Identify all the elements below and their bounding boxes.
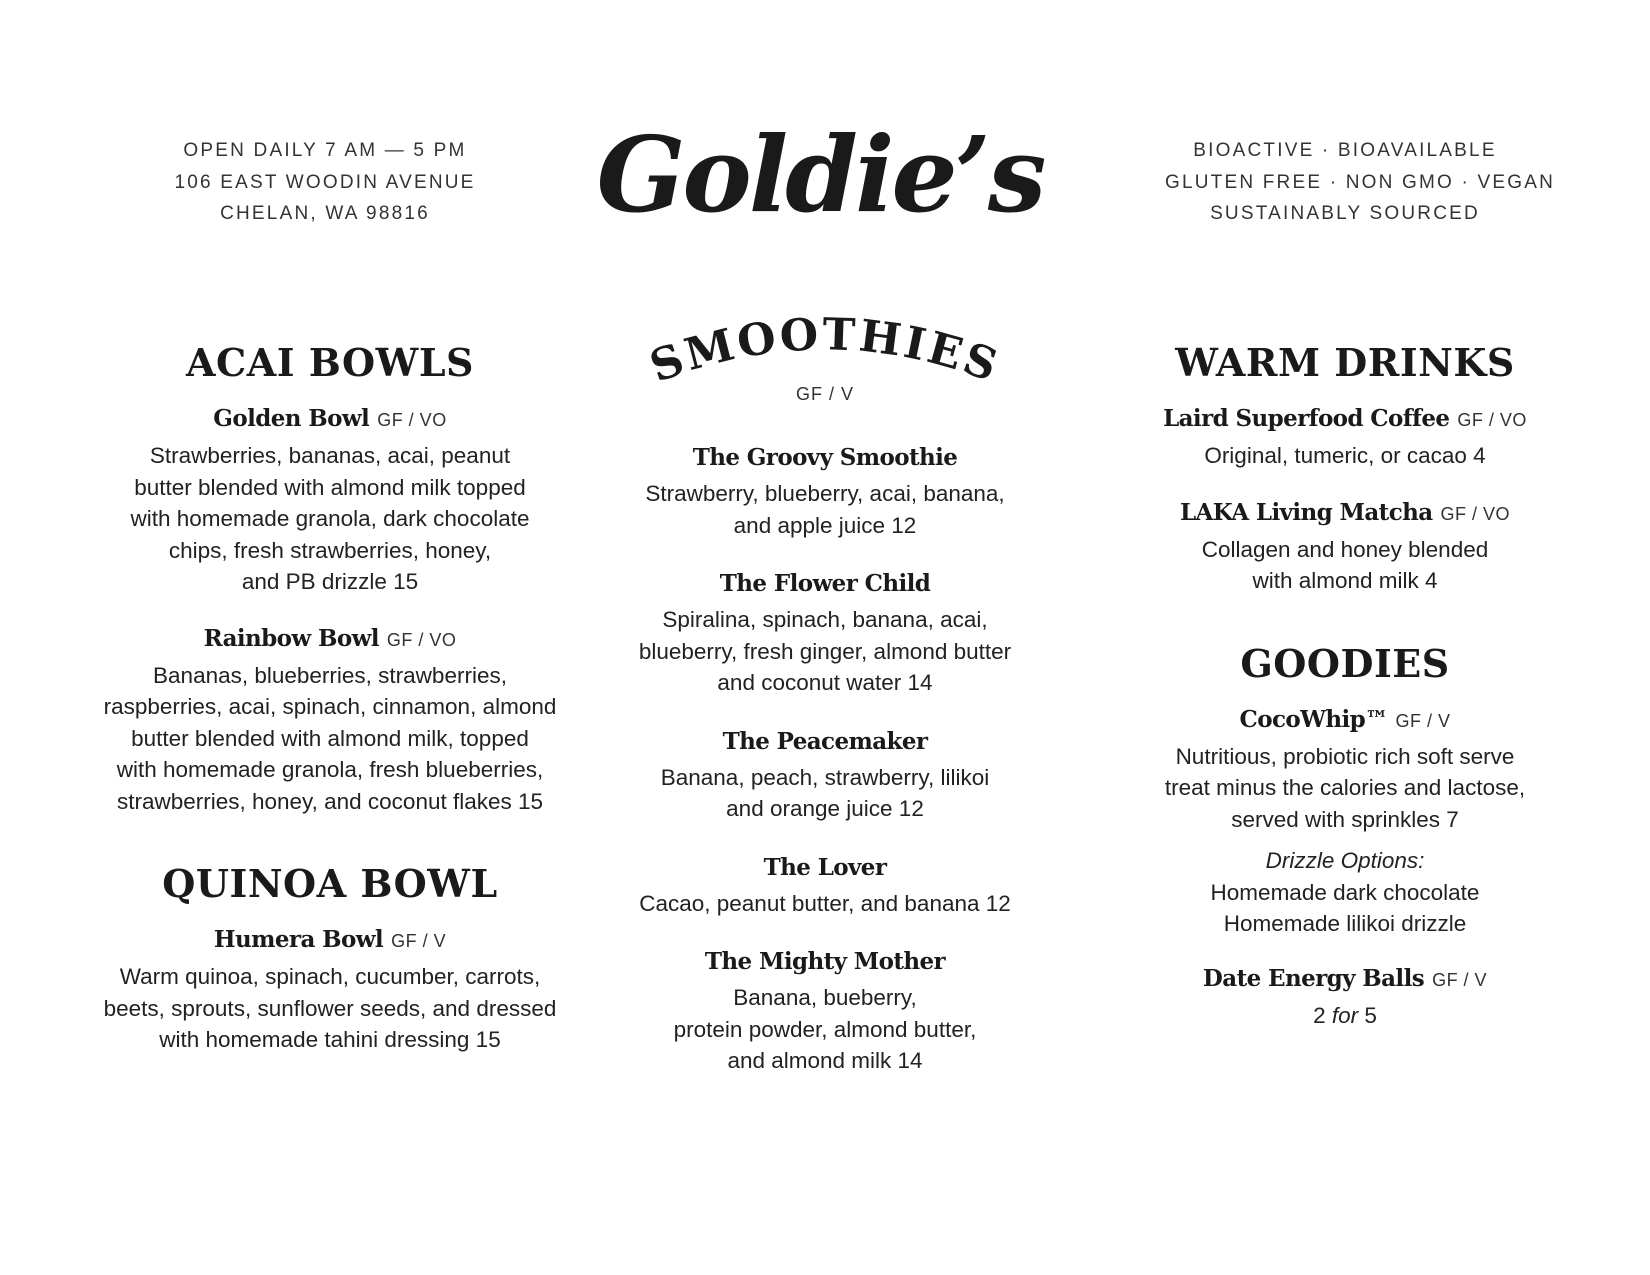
item-description bbox=[75, 961, 585, 1056]
diet-tag: GF / V bbox=[1432, 969, 1488, 990]
item-name: The Mighty Mother bbox=[704, 948, 946, 975]
desc-line: Bananas, blueberries, strawberries, bbox=[153, 662, 507, 688]
diet-tag: GF / VO bbox=[1457, 410, 1527, 430]
desc-line: butter blended with almond milk, topped bbox=[131, 725, 529, 751]
desc-line: with homemade granola, fresh blueberries, bbox=[116, 757, 544, 782]
drizzle-options bbox=[1090, 845, 1600, 940]
desc-line: treat minus the calories and lactose, bbox=[1164, 775, 1526, 800]
item-description bbox=[75, 660, 585, 818]
menu-item-golden-bowl bbox=[75, 402, 585, 598]
desc-line: Nutritious, probiotic rich soft serve bbox=[1175, 743, 1515, 769]
quinoa-bowl-heading: QUINOA BOWL bbox=[162, 861, 498, 906]
item-description bbox=[1090, 440, 1600, 472]
item-description bbox=[575, 762, 1075, 825]
menu-item-laka-matcha bbox=[1090, 496, 1600, 597]
desc-line: Strawberries, bananas, acai, peanut bbox=[149, 443, 511, 468]
desc-line: chips, fresh strawberries, honey, bbox=[168, 537, 492, 563]
item-description bbox=[575, 888, 1075, 920]
diet-tag: GF / VO bbox=[377, 410, 447, 430]
desc-line: and PB drizzle 15 bbox=[241, 569, 419, 594]
item-description bbox=[75, 440, 585, 598]
item-description bbox=[575, 982, 1075, 1077]
diet-tag: GF / VO bbox=[386, 629, 457, 650]
menu-item-rainbow-bowl bbox=[75, 622, 585, 818]
hours-line: OPEN DAILY 7 AM — 5 PM bbox=[183, 140, 467, 161]
item-name: Date Energy Balls bbox=[1202, 964, 1425, 992]
item-name: Rainbow Bowl bbox=[203, 624, 379, 652]
desc-line: served with sprinkles 7 bbox=[1231, 806, 1459, 832]
smoothies-column bbox=[575, 312, 1075, 1077]
diet-tag: GF / VO bbox=[1440, 503, 1511, 524]
item-name: The Peacemaker bbox=[722, 727, 928, 755]
desc-line: beets, sprouts, sunflower seeds, and dressed bbox=[103, 995, 557, 1021]
drizzle-label: Drizzle Options: bbox=[1265, 848, 1425, 873]
item-name: Golden Bowl bbox=[213, 405, 370, 432]
desc-line: and orange juice 12 bbox=[726, 796, 924, 821]
desc-line: Banana, bueberry, bbox=[733, 985, 917, 1010]
item-description bbox=[1090, 741, 1600, 836]
smoothies-title-text: SMOOTHIES bbox=[643, 312, 1007, 393]
attributes-block bbox=[1165, 135, 1555, 230]
attribute-line: GLUTEN FREE · NON GMO · VEGAN bbox=[1165, 171, 1555, 193]
item-description bbox=[1090, 534, 1600, 597]
item-name: The Flower Child bbox=[719, 570, 931, 597]
desc-line: and apple juice 12 bbox=[733, 512, 917, 538]
item-name: Laird Superfood Coffee bbox=[1163, 405, 1450, 432]
item-name: Humera Bowl bbox=[213, 926, 384, 953]
desc-line: Original, tumeric, or cacao 4 bbox=[1204, 443, 1486, 468]
menu-item-flower-child bbox=[575, 567, 1075, 699]
desc-line: Cacao, peanut butter, and banana 12 bbox=[639, 890, 1011, 916]
diet-tag: GF / V bbox=[1395, 710, 1451, 731]
menu-item-mighty-mother bbox=[575, 945, 1075, 1077]
item-name: CocoWhip™ bbox=[1239, 705, 1388, 733]
desc-line: with homemade granola, dark chocolate bbox=[130, 506, 530, 531]
warm-drinks-heading: WARM DRINKS bbox=[1175, 340, 1515, 385]
menu-item-laird-coffee bbox=[1090, 402, 1600, 472]
menu-item-humera-bowl bbox=[75, 923, 585, 1056]
drinks-goodies-column bbox=[1090, 340, 1600, 1031]
desc-line: Collagen and honey blended bbox=[1201, 536, 1489, 562]
item-name: The Groovy Smoothie bbox=[692, 444, 958, 471]
desc-line: with homemade tahini dressing 15 bbox=[159, 1027, 501, 1052]
desc-line: blueberry, fresh ginger, almond butter bbox=[638, 638, 1012, 664]
attribute-line: BIOACTIVE · BIOAVAILABLE bbox=[1193, 140, 1497, 161]
brand-logo: Goldie’s bbox=[596, 113, 1044, 236]
drizzle-option: Homemade dark chocolate bbox=[1210, 879, 1480, 905]
menu-item-peacemaker bbox=[575, 725, 1075, 825]
attribute-line: SUSTAINABLY SOURCED bbox=[1210, 203, 1480, 224]
goodies-heading: GOODIES bbox=[1240, 640, 1450, 686]
street-line: 106 EAST WOODIN AVENUE bbox=[174, 171, 476, 193]
item-description bbox=[575, 604, 1075, 699]
item-name: LAKA Living Matcha bbox=[1179, 498, 1433, 526]
desc-line: Strawberry, blueberry, acai, banana, bbox=[645, 481, 1005, 506]
desc-line: Banana, peach, strawberry, lilikoi bbox=[660, 764, 990, 790]
diet-tag: GF / V bbox=[391, 931, 447, 951]
desc-line: protein powder, almond butter, bbox=[673, 1016, 977, 1042]
bowls-column bbox=[75, 340, 585, 1056]
desc-line: strawberries, honey, and coconut flakes 15 bbox=[116, 788, 544, 814]
for-word: for bbox=[1331, 1002, 1359, 1028]
menu-item-cocowhip bbox=[1090, 703, 1600, 940]
item-name: The Lover bbox=[763, 853, 887, 881]
quantity: 2 bbox=[1313, 1002, 1326, 1028]
price: 5 bbox=[1364, 1002, 1377, 1028]
acai-bowls-heading: ACAI BOWLS bbox=[186, 340, 474, 385]
city-line: CHELAN, WA 98816 bbox=[220, 203, 430, 224]
desc-line: with almond milk 4 bbox=[1252, 568, 1438, 593]
item-description bbox=[575, 478, 1075, 541]
desc-line: butter blended with almond milk topped bbox=[134, 474, 526, 500]
desc-line: raspberries, acai, spinach, cinnamon, almond bbox=[103, 694, 557, 719]
desc-line: and coconut water 14 bbox=[717, 670, 933, 695]
menu-item-date-energy-balls bbox=[1090, 962, 1600, 1032]
desc-line: Spiralina, spinach, banana, acai, bbox=[662, 607, 988, 632]
menu-item-groovy-smoothie bbox=[575, 441, 1075, 541]
menu-item-the-lover bbox=[575, 851, 1075, 920]
desc-line: Warm quinoa, spinach, cucumber, carrots, bbox=[119, 964, 541, 989]
desc-line: and almond milk 14 bbox=[727, 1048, 923, 1073]
smoothies-diet-tag: GF / V bbox=[795, 384, 854, 404]
drizzle-option: Homemade lilikoi drizzle bbox=[1223, 911, 1467, 936]
hours-address-block bbox=[155, 135, 495, 230]
item-price bbox=[1090, 1000, 1600, 1032]
